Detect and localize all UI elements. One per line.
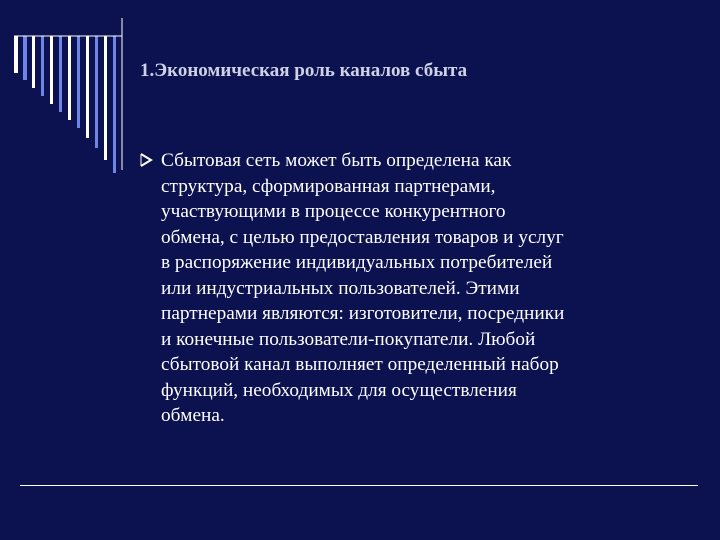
decor-stripe [50,36,53,104]
decor-stripe [23,36,27,80]
decor-stripe [86,36,89,138]
decor-stripe [104,36,107,160]
decor-stripe [113,36,116,173]
text-line: обмена, с целью предоставления товаров и услуг [161,226,564,248]
text-line: в распоряжение индивидуальных потребителей [161,252,553,273]
text-line: функций, необходимых для осуществления [161,379,517,401]
decor-stripe [59,36,62,112]
decor-stripe [14,36,18,73]
text-line: Сбытовая сеть может быть определена как [161,150,512,171]
arrow-bullet-icon [137,148,155,172]
decorative-stripes [0,0,130,180]
text-line: партнерами являются: изготовители, посредники [161,303,565,324]
text-line: сбытовой канал выполняет определенный набор [161,354,559,375]
decor-stripe [32,36,35,88]
bullet-item [137,148,692,429]
text-line: и конечные пользователи-покупатели. Любой [161,328,536,350]
text-line: или индустриальных пользователей. Этими [161,277,520,299]
decor-stripe [77,36,80,128]
decor-stripe [95,36,98,148]
bullet-text [137,148,692,429]
text-line: структура, сформированная партнерами, [161,175,496,197]
bottom-divider [20,485,698,486]
decor-stripe [41,36,44,96]
slide-title: 1.Экономическая роль каналов сбыта [140,60,468,81]
decor-stripe [68,36,71,120]
text-line: участвующими в процессе конкурентного [161,201,506,222]
text-line: обмена. [161,405,225,426]
